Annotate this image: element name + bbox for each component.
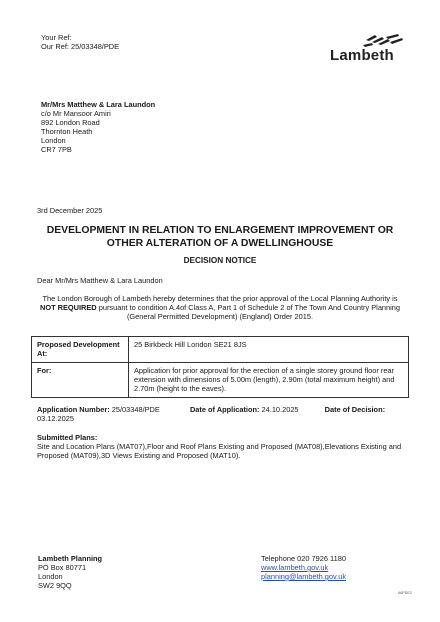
plans-list: Site and Location Plans (MAT07),Floor and Roof Plans Existing and Proposed (MAT08),Elevations Existing and Proposed (MAT09),3D Views Existing and Proposed (MAT10).	[37, 442, 402, 460]
application-details	[37, 405, 407, 423]
decision-date-label: Date of Decision:	[324, 405, 386, 414]
letter-date: 3rd December 2025	[37, 206, 103, 215]
application-number-label: Application Number:	[37, 405, 110, 414]
development-table	[31, 336, 409, 398]
lambeth-logo	[328, 33, 408, 65]
recipient-address	[41, 100, 155, 154]
decision-date: 03.12.2025	[37, 414, 74, 423]
email-link[interactable]: planning@lambeth.gov.uk	[261, 572, 347, 581]
row-label: For:	[32, 363, 129, 398]
footer-address	[38, 554, 102, 590]
row-label: Proposed Development At:	[32, 337, 129, 363]
row-value: 25 Birkbeck Hill London SE21 8JS	[129, 337, 409, 363]
title-line-1: DEVELOPMENT IN RELATION TO ENLARGEMENT IMPROVEMENT OR	[46, 225, 394, 236]
your-ref: Your Ref:	[41, 33, 72, 42]
website-link[interactable]: www.lambeth.gov.uk	[261, 563, 329, 572]
para-text-1: The London Borough of Lambeth hereby determines that the prior approval of the Local Planning Authority is	[42, 294, 398, 303]
salutation: Dear Mr/Mrs Matthew & Lara Laundon	[37, 276, 163, 285]
determination-paragraph	[37, 294, 403, 321]
document-code: A6PDE2	[398, 591, 412, 595]
title-line-2: OTHER ALTERATION OF A DWELLINGHOUSE	[106, 238, 334, 249]
footer-address-line: SW2 9QQ	[38, 581, 72, 590]
application-number: 25/03348/PDE	[111, 405, 160, 414]
para-text-2: pursuant to condition A.4of Class A, Part 1 of Schedule 2 of The Town And Country Planning (General Permitted Development) (England) Order 2015.	[98, 303, 401, 321]
footer-org: Lambeth Planning	[38, 554, 103, 563]
reference-block	[41, 33, 119, 51]
our-ref: Our Ref: 25/03348/PDE	[41, 42, 120, 51]
address-line: c/o Mr Mansoor Amiri	[41, 109, 111, 118]
address-line: London	[41, 136, 66, 145]
address-line: Thornton Heath	[41, 127, 93, 136]
footer-phone: Telephone 020 7926 1180	[261, 554, 346, 563]
notice-title	[30, 224, 410, 250]
address-line: 892 London Road	[41, 118, 100, 127]
submitted-plans	[37, 433, 407, 460]
row-value: Application for prior approval for the erection of a single storey ground floor rear extension with dimensions of 5.00m (length), 2.90m (total maximum height) and 2.70m (height to the eaves).	[129, 363, 409, 398]
table-row	[32, 363, 409, 398]
footer-address-line: London	[38, 572, 63, 581]
application-date: 24.10.2025	[261, 405, 299, 414]
application-date-label: Date of Application:	[189, 405, 260, 414]
table-row	[32, 337, 409, 363]
para-not-required: NOT REQUIRED	[39, 303, 97, 312]
footer-contact	[261, 554, 346, 581]
plans-heading: Submitted Plans:	[37, 433, 98, 442]
address-line: CR7 7PB	[41, 145, 72, 154]
logo-wordmark: Lambeth	[330, 47, 394, 64]
decision-notice-heading: DECISION NOTICE	[183, 256, 257, 265]
footer-address-line: PO Box 80771	[38, 563, 87, 572]
recipient-name: Mr/Mrs Matthew & Lara Laundon	[41, 100, 156, 109]
